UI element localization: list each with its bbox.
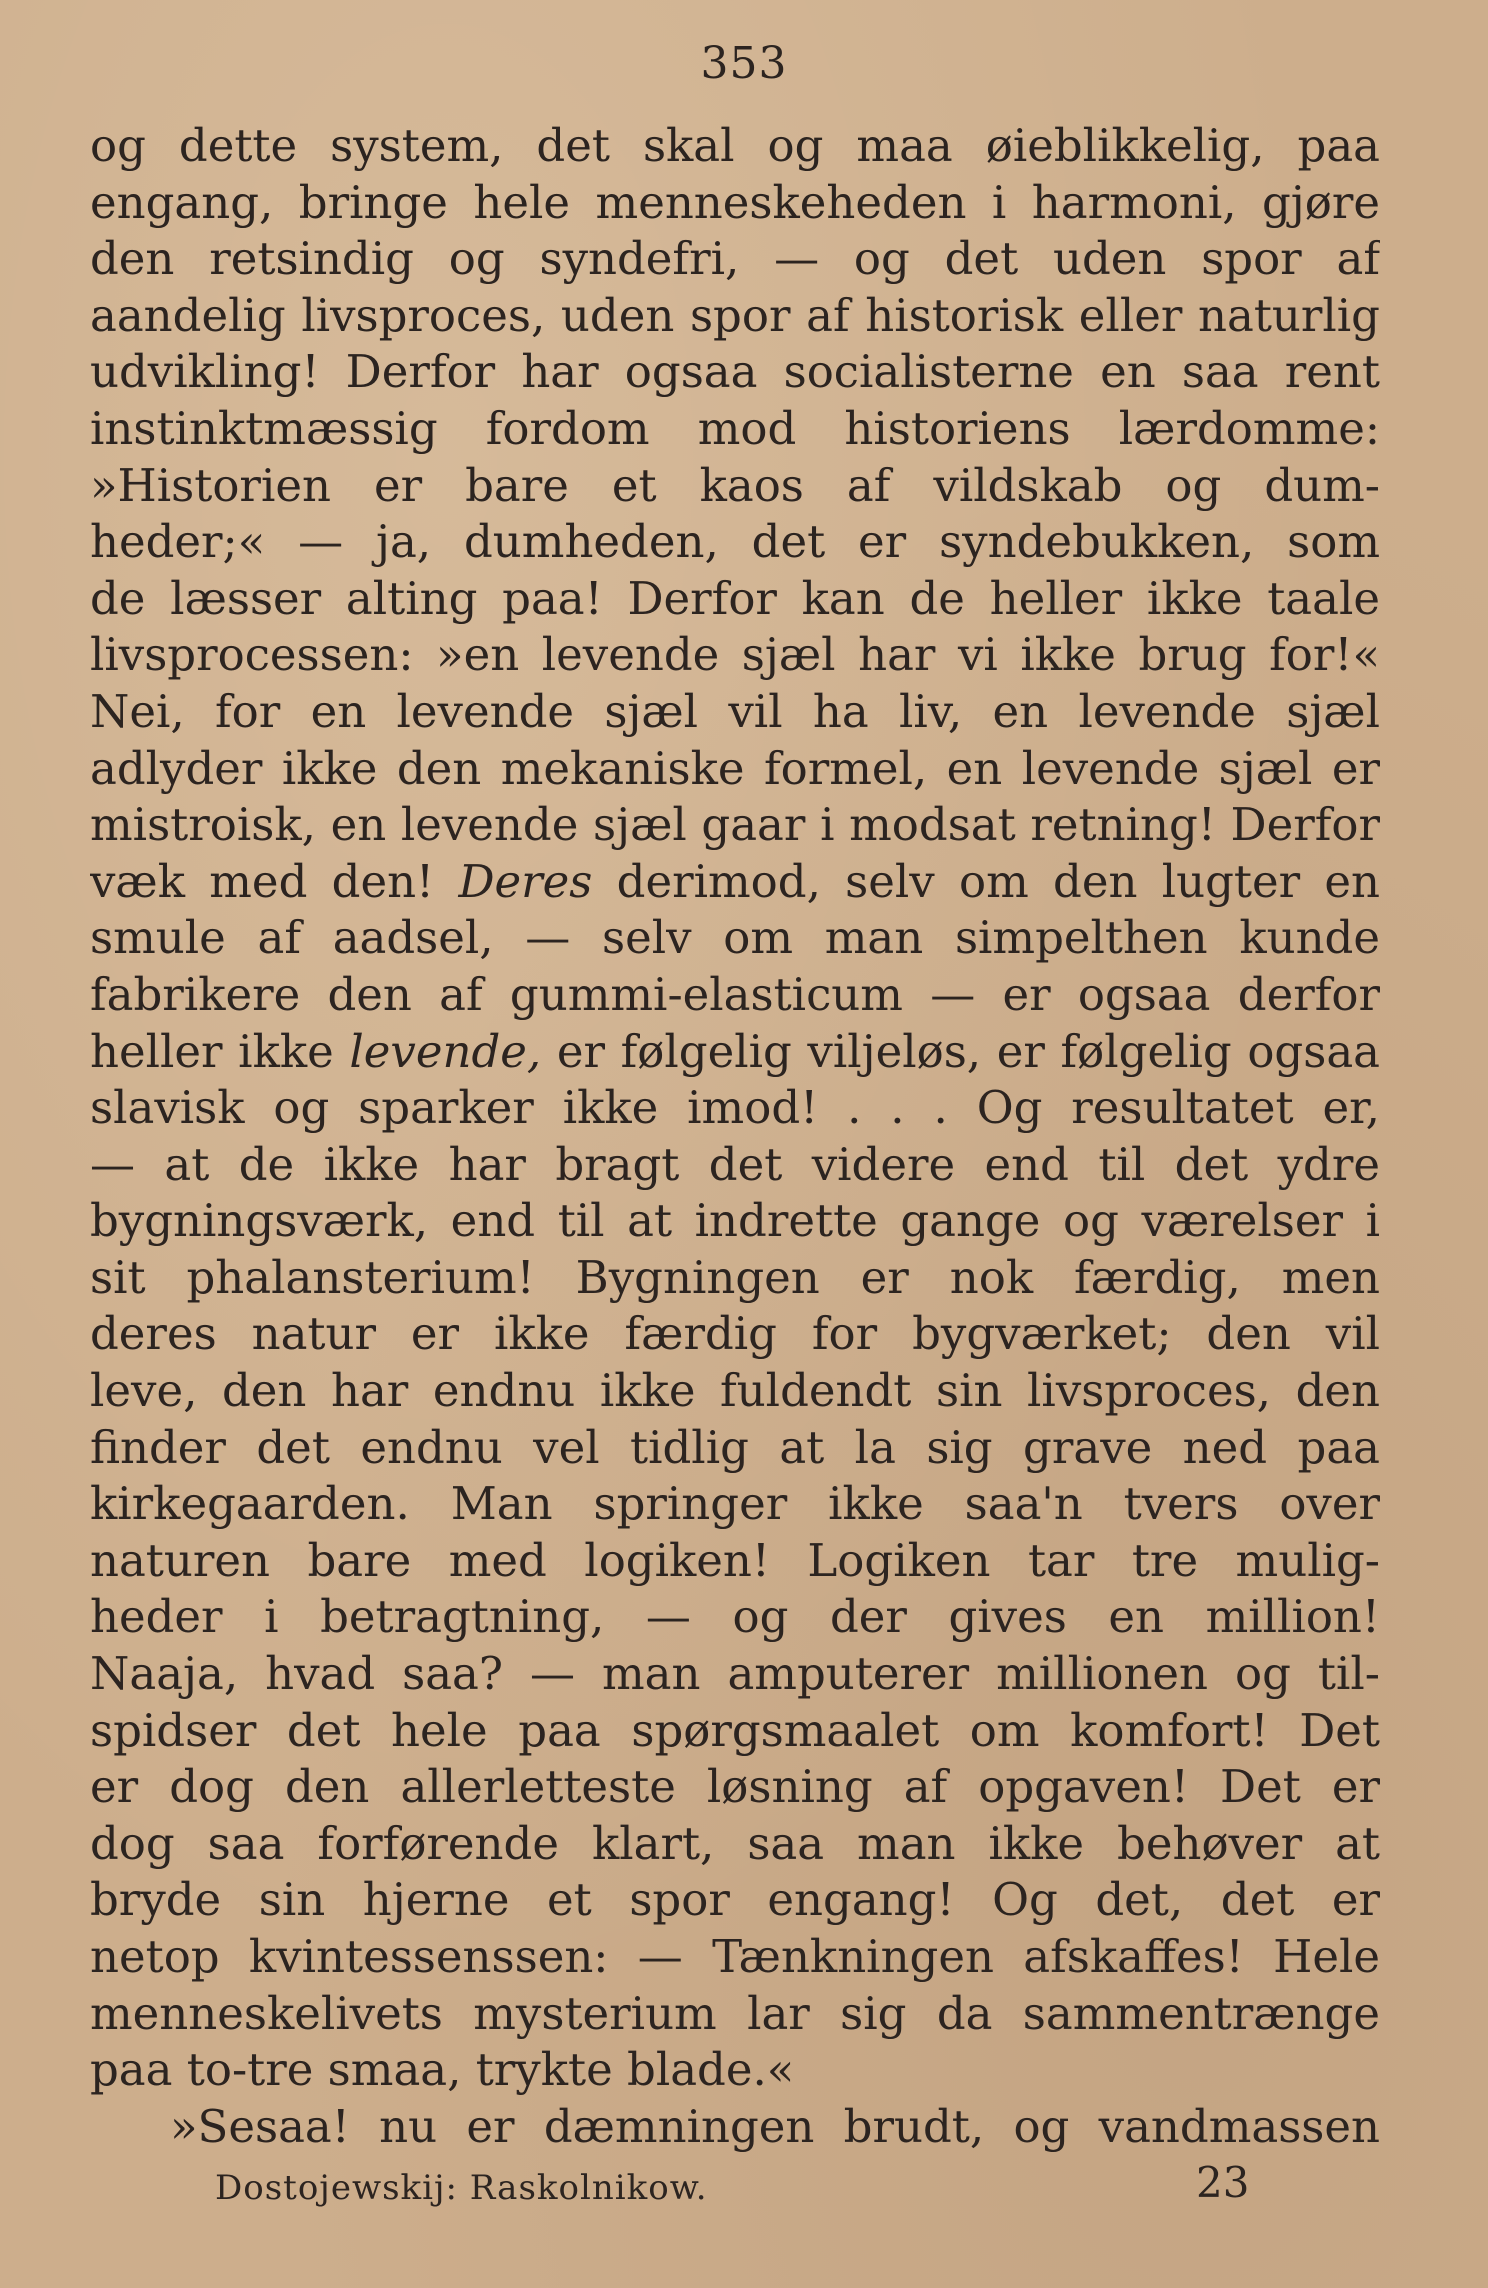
text-line: — at de ikke har bragt det videre end til det ydre <box>90 1137 1380 1191</box>
page-number: 353 <box>700 38 788 89</box>
text-line: heder;« — ja, dumheden, det er syndebukken, som <box>90 515 1380 569</box>
text-line: deres natur er ikke færdig for bygværket; den vil <box>90 1307 1380 1361</box>
italic-text: levende, <box>349 1024 542 1078</box>
text-line: smule af aadsel, — selv om man simpelthen kunde <box>90 911 1380 965</box>
text-line: udvikling! Derfor har ogsaa socialisterne en saa rent <box>90 345 1380 399</box>
text-line: dog saa forførende klart, saa man ikke behøver at <box>90 1816 1380 1870</box>
text-line-mixed <box>90 1024 1380 1081</box>
text-line: aandelig livsproces, uden spor af historisk eller naturlig <box>90 288 1380 342</box>
text-line: mistroisk, en levende sjæl gaar i modsat retning! Derfor <box>90 798 1380 852</box>
italic-text: Deres <box>458 854 593 908</box>
text-line-paragraph-end: paa to-tre smaa, trykte blade.« <box>90 2043 795 2097</box>
text-line: fabrikere den af gummi-elasticum — er ogsaa derfor <box>90 967 1380 1021</box>
text-line: naturen bare med logiken! Logiken tar tre mulig- <box>90 1533 1380 1587</box>
text-line: livsprocessen: »en levende sjæl har vi ikke brug for!« <box>90 628 1380 682</box>
text-line: de læsser alting paa! Derfor kan de heller ikke taale <box>90 571 1380 625</box>
text-line: bryde sin hjerne et spor engang! Og det, det er <box>90 1873 1380 1927</box>
text-segment: væk med den! <box>90 854 435 908</box>
text-segment: er følgelig viljeløs, er følgelig ogsaa <box>556 1024 1380 1078</box>
text-line: instinktmæssig fordom mod historiens lærdomme: <box>90 401 1380 455</box>
text-line: spidser det hele paa spørgsmaalet om komfort! Det <box>90 1703 1380 1757</box>
text-line: heder i betragtning, — og der gives en million! <box>90 1590 1380 1644</box>
text-line: netop kvintessenssen: — Tænkningen afskaffes! Hele <box>90 1930 1380 1983</box>
body-text <box>90 118 1380 2155</box>
sheet-number: 23 <box>1196 2158 1250 2207</box>
text-line: slavisk og sparker ikke imod! . . . Og resultatet er, <box>90 1081 1380 1135</box>
signature-mark: Dostojewskij: Raskolnikow. <box>215 2168 708 2208</box>
text-line-paragraph-start: »Sesaa! nu er dæmningen brudt, og vandmassen <box>170 2099 1380 2153</box>
text-line: Naaja, hvad saa? — man amputerer millionen og til- <box>90 1647 1380 1701</box>
text-line: menneskelivets mysterium lar sig da sammentrænge <box>90 1986 1380 2040</box>
text-line: sit phalansterium! Bygningen er nok færdig, men <box>90 1250 1380 1304</box>
text-line: finder det endnu vel tidlig at la sig grave ned paa <box>90 1420 1380 1474</box>
text-line: engang, bringe hele menneskeheden i harmoni, gjøre <box>90 175 1380 229</box>
page-footer <box>0 2158 1488 2218</box>
text-line: leve, den har endnu ikke fuldendt sin livsproces, den <box>90 1364 1380 1418</box>
text-segment: heller ikke <box>90 1024 334 1078</box>
text-line-mixed <box>90 854 1380 911</box>
text-line: er dog den allerletteste løsning af opgaven! Det er <box>90 1760 1380 1814</box>
text-line: den retsindig og syndefri, — og det uden spor af <box>90 232 1380 286</box>
text-line: kirkegaarden. Man springer ikke saa'n tvers over <box>90 1477 1380 1531</box>
text-line: adlyder ikke den mekaniske formel, en levende sjæl er <box>90 741 1380 795</box>
text-line: bygningsværk, end til at indrette gange og værelser i <box>90 1194 1380 1248</box>
text-line: og dette system, det skal og maa øieblikkelig, paa <box>90 119 1380 172</box>
text-line: Nei, for en levende sjæl vil ha liv, en levende sjæl <box>90 684 1380 738</box>
text-segment: derimod, selv om den lugter en <box>616 854 1380 908</box>
text-line: »Historien er bare et kaos af vildskab og dum- <box>90 458 1380 512</box>
